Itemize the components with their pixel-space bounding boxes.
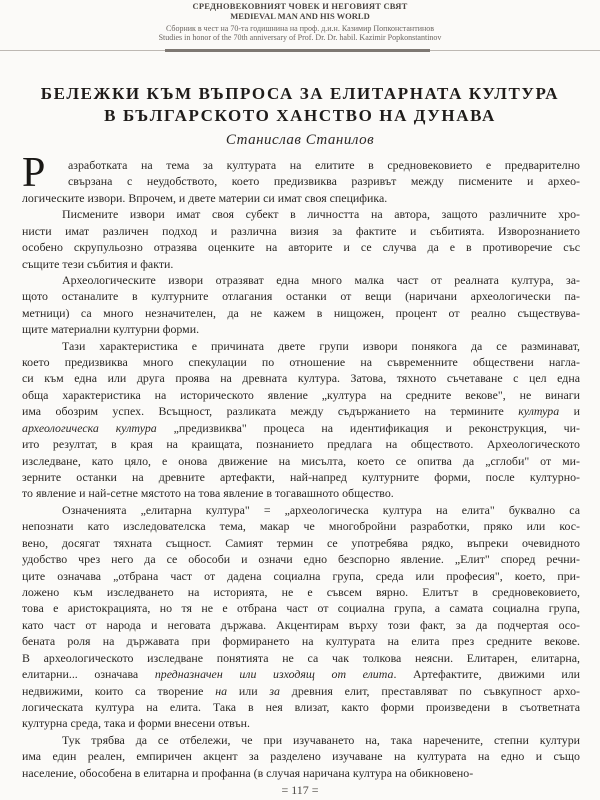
- text-segment: древния елит, преставляват по съвкупност архо-: [279, 683, 580, 698]
- text-line: културна среда, така и форми внесени отвън.: [22, 716, 250, 731]
- text-line: изследване, като цяло, е онова движение на мисълта, което се опитва да „сглоби" от ми-: [22, 453, 580, 468]
- text-segment: има обозрим успех. Всъщност, разликата между съдържанието на термините: [22, 404, 519, 419]
- paragraph: [22, 732, 580, 781]
- text-line: Тази характеристика е причината двете групи извори понякога да се разминават,: [62, 338, 580, 353]
- text-line: азработката на тема за културата на елитите в средновековието е предварително: [68, 158, 580, 172]
- page-number: = 117 =: [281, 783, 319, 797]
- text-line: нисти имат различен подход и различна визия за фактите и събитията. Изворознанието: [22, 223, 580, 238]
- header-divider-accent: [165, 49, 430, 52]
- italic-text: за: [269, 683, 280, 698]
- paragraph: [22, 157, 580, 206]
- text-line: щото останалите в културните отлагания останки от вещи (наричани археологически па-: [22, 289, 580, 304]
- text-line: Археологическите извори отразяват една много малка част от реалната култура, за-: [62, 272, 580, 287]
- text-line: метници) са много незначителен, да не кажем в нищожен, процент от реално съществува-: [22, 305, 580, 320]
- text-line: бената роля на държавата при формирането на културата на елита през средните векове.: [22, 634, 580, 649]
- paragraph: [22, 338, 580, 502]
- article-title-line-2: В БЪЛГАРСКОТО ХАНСТВО НА ДУНАВА: [104, 106, 496, 125]
- text-line: В археологическото изследване понятията не са чак толкова неясни. Елитарен, елитарна,: [22, 650, 580, 665]
- text-segment: или: [227, 683, 270, 698]
- article-title-line-1: БЕЛЕЖКИ КЪМ ВЪПРОСА ЗА ЕЛИТАРНАТА КУЛТУРА: [40, 84, 560, 103]
- text-line: население, обособена в елитарна и профанна (в случая наричана култура на обикновено-: [22, 765, 474, 780]
- text-line: [22, 683, 580, 699]
- article-author: Станислав Станилов: [225, 132, 375, 148]
- text-line: щите материални културни форми.: [22, 322, 200, 337]
- text-line: непознати като изследователска тема, макар че многобройни разработки, пряко или кос-: [22, 519, 580, 534]
- text-segment: . Артефактите, движими или: [393, 667, 580, 682]
- header-subtitle-bg: Сборник в чест на 70-та годишнина на проф. д.и.н. Казимир Попконстантинов: [165, 24, 435, 33]
- paragraph: [22, 502, 580, 732]
- header-series-en: MEDIEVAL MAN AND HIS WORLD: [230, 11, 370, 21]
- paragraph: [22, 272, 580, 338]
- paragraph: [22, 206, 580, 272]
- text-segment: „предизвиква" процеса на идентификация и реконструкция, чи-: [156, 420, 580, 435]
- text-line: логическите извори. Впрочем, и двете материи си имат своя специфика.: [22, 190, 388, 205]
- text-line: зерните останки на древните артефакти, най-напред културните форми, после културно-: [22, 470, 580, 485]
- text-line: Писмените извори имат своя субект в личността на автора, защото различните хро-: [62, 207, 580, 222]
- text-segment: недвижими, които са творение: [22, 683, 216, 698]
- text-line: Означенията „елитарна култура" = „археологическа култура на елита" буквално са: [62, 502, 580, 517]
- header-subtitle-en: Studies in honor of the 70th anniversary of Prof. Dr. Dr. habil. Kazimir Popkonstantinov: [158, 33, 442, 42]
- text-line: като част от народа и неговата държава. Акцентирам върху този факт, за да подчертая осо-: [22, 617, 580, 632]
- text-line: вено, досягат тяхната същност. Самият термин се употребява рядко, въпреки очевидното: [22, 535, 580, 550]
- text-line: Тук трябва да се отбележи, че при изучаването на, така наречените, степни култури: [62, 732, 580, 747]
- text-segment: и: [559, 404, 580, 419]
- text-line: обща характеристика на историческото явление „култура на средните векове", не винаги: [22, 387, 580, 402]
- text-line: има един реален, емпиричен акцент за разделено изучаване на културата на едно и също: [22, 749, 580, 764]
- text-line: особено скрупульозно отразява оценките на авторите и се случва да е в противоречие със: [22, 240, 580, 255]
- text-line: [22, 666, 580, 682]
- text-line: удобство чрез него да се обособи и означи едно безспорно явление. „Елит" според речни-: [22, 552, 580, 567]
- italic-text: култура: [518, 404, 560, 419]
- text-line: логическата култура на елита. Така в нея влизат, както форми произведени в съответната: [22, 699, 580, 714]
- text-line: то явление и най-сетне мястото на това явление в тогавашното общество.: [22, 486, 394, 501]
- text-line: ложено към изследването на историята, не е съвсем вярно. Елитът в средновековието,: [22, 584, 580, 599]
- text-line: [22, 420, 580, 436]
- text-line: същите тези събития и факти.: [22, 256, 174, 271]
- italic-text: археологическа култура: [22, 420, 157, 435]
- header-series-bg: СРЕДНОВЕКОВНИЯТ ЧОВЕК И НЕГОВИЯТ СВЯТ: [192, 1, 408, 11]
- text-line: свързана с неудобството, което предизвиква разривът между писмените и архео-: [68, 174, 580, 189]
- italic-text: на: [215, 683, 228, 698]
- text-line: си към една или друга проява на древната култура. Затова, тяхното съчетаване с цел една: [22, 371, 580, 386]
- text-line: ците означава „отбрана част от дадена социална група, среда или професия", което, при-: [22, 568, 580, 583]
- italic-text: предназначен или изходящ от елита: [154, 667, 394, 682]
- text-segment: елитарни... означава: [22, 667, 155, 682]
- article-body: [22, 150, 580, 781]
- text-line: това е аристокрацията, но тя не е отбрана част от социална група, а самата социална група,: [22, 601, 580, 616]
- text-line: което предизвиква много спекулации по отношение на съвременните обществени нагла-: [22, 355, 580, 370]
- text-line: ито резултат, в края на краищата, познанието предлага на обществото. Археологическото: [22, 437, 580, 452]
- drop-cap: Р: [22, 150, 46, 196]
- text-line: [22, 403, 580, 419]
